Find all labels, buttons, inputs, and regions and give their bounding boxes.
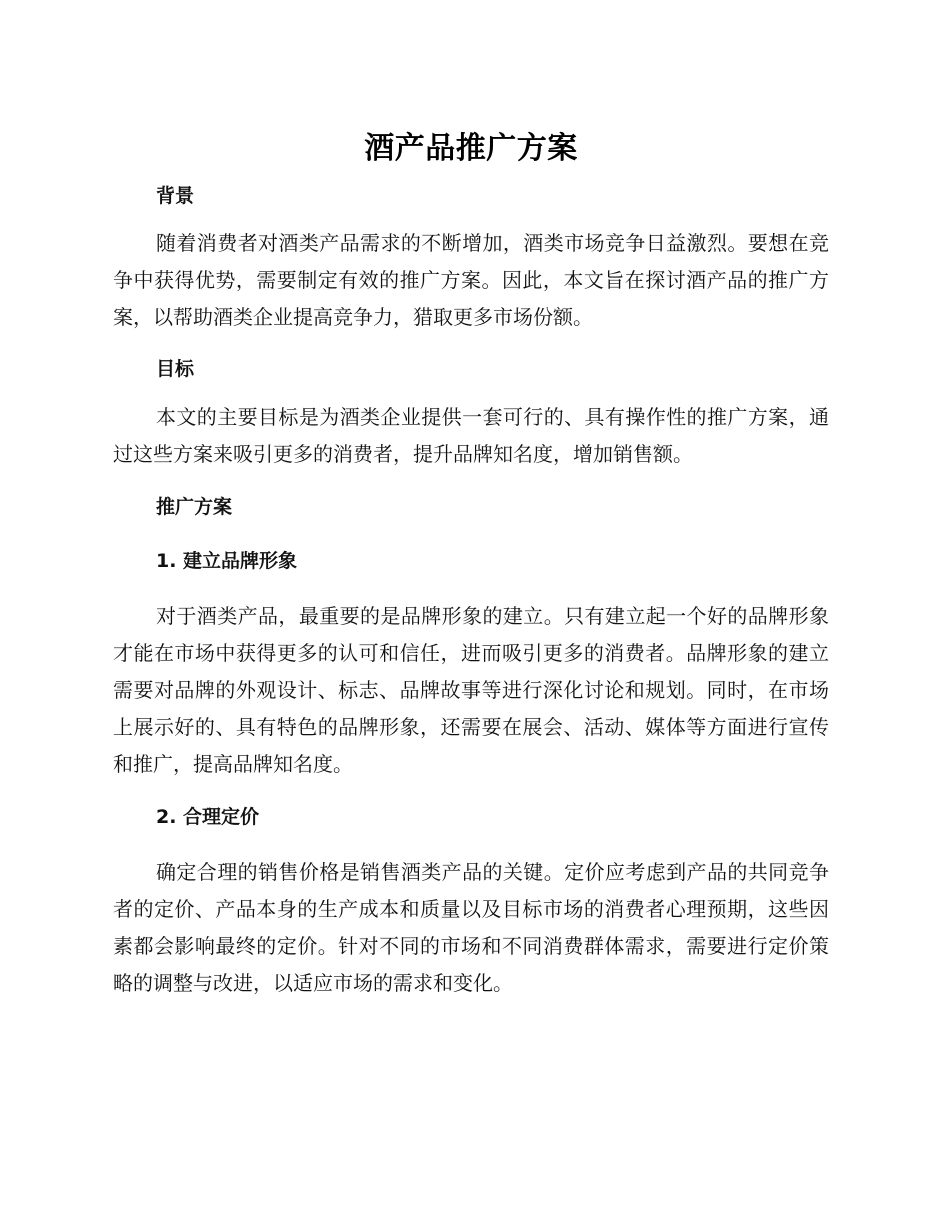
section-heading-background: 背景 — [156, 185, 195, 207]
subsection-heading-pricing: 2. 合理定价 — [156, 806, 260, 828]
document-title: 酒产品推广方案 — [364, 131, 578, 166]
subsection-paragraph-brand: 对于酒类产品，最重要的是品牌形象的建立。只有建立起一个好的品牌形象才能在市场中获得更多的认可和信任，进而吸引更多的消费者。品牌形象的建立需要对品牌的外观设计、标志、品牌故事等进行深化讨论和规划。同时，在市场上展示好的、具有特色的品牌形象，还需要在展会、活动、媒体等方面进行宣传和推广，提高品牌知名度。 — [113, 604, 829, 776]
subsection-paragraph-pricing: 确定合理的销售价格是销售酒类产品的关键。定价应考虑到产品的共同竞争者的定价、产品本身的生产成本和质量以及目标市场的消费者心理预期，这些因素都会影响最终的定价。针对不同的市场和不同消费群体需求，需要进行定价策略的调整与改进，以适应市场的需求和变化。 — [113, 860, 829, 995]
subsection-heading-brand: 1. 建立品牌形象 — [156, 550, 298, 572]
section-paragraph-goal: 本文的主要目标是为酒类企业提供一套可行的、具有操作性的推广方案，通过这些方案来吸引更多的消费者，提升品牌知名度，增加销售额。 — [113, 405, 829, 466]
section-paragraph-background: 随着消费者对酒类产品需求的不断增加，酒类市场竞争日益激烈。要想在竞争中获得优势，需要制定有效的推广方案。因此，本文旨在探讨酒产品的推广方案，以帮助酒类企业提高竞争力，猎取更多市场份额。 — [113, 231, 829, 329]
section-heading-goal: 目标 — [156, 358, 195, 380]
document-body — [113, 126, 829, 1002]
section-heading-plan: 推广方案 — [156, 496, 233, 518]
